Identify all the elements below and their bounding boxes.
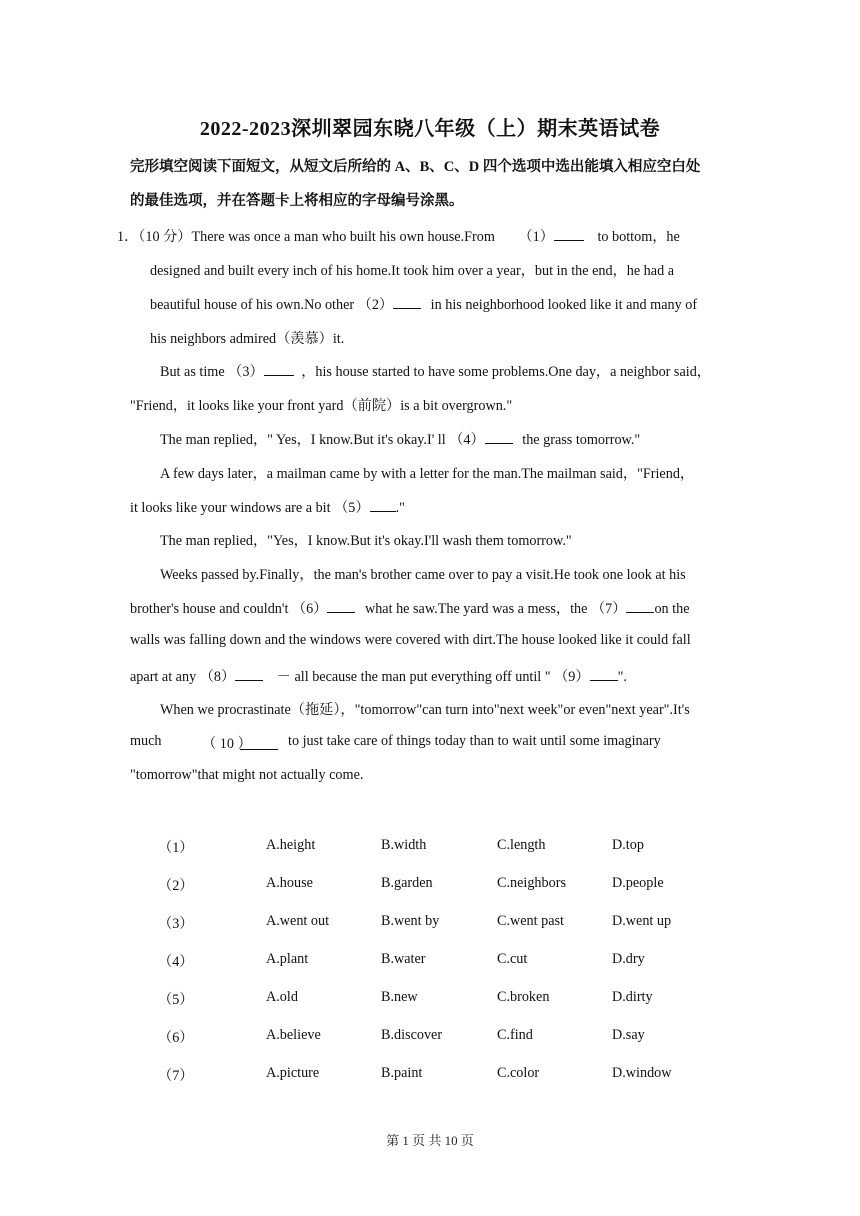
option-choice: C.length [497, 837, 546, 853]
passage-text: 1．（10 分）There was once a man who built his own house.From [117, 229, 495, 245]
passage-text: the grass tomorrow." [522, 432, 641, 448]
passage-text: But as time （3） [160, 364, 264, 380]
answer-blank [370, 499, 396, 512]
option-choice: D.people [612, 875, 664, 891]
passage-text: The man replied，" Yes，I know.But it's okay.I' ll （4） [160, 432, 485, 448]
instruction-line-1: 完形填空阅读下面短文，从短文后所给的 A、B、C、D 四个选项中选出能填入相应空白处 [130, 159, 701, 175]
option-choice: C.broken [497, 989, 550, 1005]
answer-blank [485, 431, 513, 444]
answer-blank [393, 296, 421, 309]
option-choice: C.color [497, 1065, 540, 1081]
option-choice: B.went by [381, 913, 440, 929]
option-choice: B.width [381, 837, 427, 853]
question-number: （6） [158, 1030, 194, 1046]
option-choice: A.believe [266, 1027, 321, 1043]
option-row [0, 989, 860, 1009]
passage-text: brother's house and couldn't （6） [130, 601, 328, 617]
passage-line: A few days later，a mailman came by with a letter for the man.The mailman said，"Friend， [160, 466, 695, 482]
answer-blank [264, 363, 294, 376]
option-choice: A.house [266, 875, 313, 891]
option-choice: B.paint [381, 1065, 423, 1081]
blank-number: （1） [518, 229, 554, 245]
passage-text: to bottom，he [597, 229, 680, 245]
passage-line: Weeks passed by.Finally，the man's brother came over to pay a visit.He took one look at his [160, 567, 686, 583]
passage-text: what he saw.The yard was a mess，the （7） [364, 601, 627, 617]
option-choice: D.dry [612, 951, 645, 967]
question-number: （5） [158, 992, 194, 1008]
option-choice: D.top [612, 837, 644, 853]
passage-text: beautiful house of his own.No other （2） [150, 297, 394, 313]
option-choice: D.window [612, 1065, 672, 1081]
option-choice: A.old [266, 989, 298, 1005]
passage-line [130, 666, 627, 686]
option-choice: C.went past [497, 913, 564, 929]
passage-line: walls was falling down and the windows were covered with dirt.The house looked like it could fall [130, 632, 691, 648]
option-choice: A.height [266, 837, 316, 853]
option-row [0, 1027, 860, 1047]
answer-blank [554, 228, 584, 241]
page-title: 2022-2023深圳翠园东晓八年级（上）期末英语试卷 [199, 118, 661, 140]
option-choice: D.dirty [612, 989, 653, 1005]
option-row [0, 837, 860, 857]
option-row [0, 913, 860, 933]
passage-text: to just take care of things today than to wait until some imaginary [288, 733, 661, 749]
answer-blank [626, 600, 654, 613]
passage-text: much [130, 733, 162, 749]
option-choice: A.went out [266, 913, 330, 929]
answer-blank [590, 668, 618, 681]
passage-text: on the [654, 601, 690, 617]
answer-blank [240, 737, 278, 750]
question-number: （2） [158, 878, 194, 894]
passage-line: designed and built every inch of his home.It took him over a year，but in the end，he had a [150, 263, 675, 279]
passage-line [150, 294, 697, 314]
option-choice: C.find [497, 1027, 533, 1043]
answer-blank [235, 668, 263, 681]
option-choice: B.discover [381, 1027, 443, 1043]
passage-line [117, 226, 680, 246]
option-choice: B.garden [381, 875, 433, 891]
passage-text: in his neighborhood looked like it and many of [430, 297, 698, 313]
answer-blank [327, 600, 355, 613]
option-row [0, 951, 860, 971]
passage-line: "Friend，it looks like your front yard（前院）is a bit overgrown." [130, 398, 513, 414]
blank-number: （ 10 ） [202, 736, 252, 752]
passage-text: apart at any （8） [130, 669, 236, 685]
question-number: （7） [158, 1068, 194, 1084]
question-number: （1） [158, 840, 194, 856]
option-choice: C.neighbors [497, 875, 566, 891]
passage-text: － all because the man put everything off until " （9） [276, 669, 590, 685]
option-choice: B.new [381, 989, 418, 1005]
passage-line: The man replied，"Yes，I know.But it's okay.I'll wash them tomorrow." [160, 533, 572, 549]
question-number: （4） [158, 954, 194, 970]
question-number: （3） [158, 916, 194, 932]
option-choice: D.say [612, 1027, 645, 1043]
passage-line [160, 429, 640, 449]
passage-text: it looks like your windows are a bit （5） [130, 500, 370, 516]
option-row [0, 1065, 860, 1085]
instruction-line-2: 的最佳选项，并在答题卡上将相应的字母编号涂黑。 [130, 193, 464, 209]
option-choice: A.plant [266, 951, 309, 967]
passage-line [130, 598, 690, 618]
option-choice: B.water [381, 951, 426, 967]
passage-text: ." [395, 500, 405, 516]
passage-line: When we procrastinate（拖延），"tomorrow"can turn into"next week"or even"next year".It's [160, 702, 690, 718]
passage-line: "tomorrow"that might not actually come. [130, 767, 364, 783]
passage-line [160, 361, 711, 381]
option-choice: A.picture [266, 1065, 320, 1081]
passage-line: his neighbors admired（羡慕）it. [150, 331, 345, 347]
passage-text: ，his house started to have some problems.One day，a neighbor said， [301, 364, 711, 380]
option-choice: D.went up [612, 913, 672, 929]
passage-line [130, 497, 405, 517]
page-footer: 第 1 页 共 10 页 [386, 1133, 474, 1148]
option-choice: C.cut [497, 951, 528, 967]
option-row [0, 875, 860, 895]
passage-text: ". [617, 669, 627, 685]
